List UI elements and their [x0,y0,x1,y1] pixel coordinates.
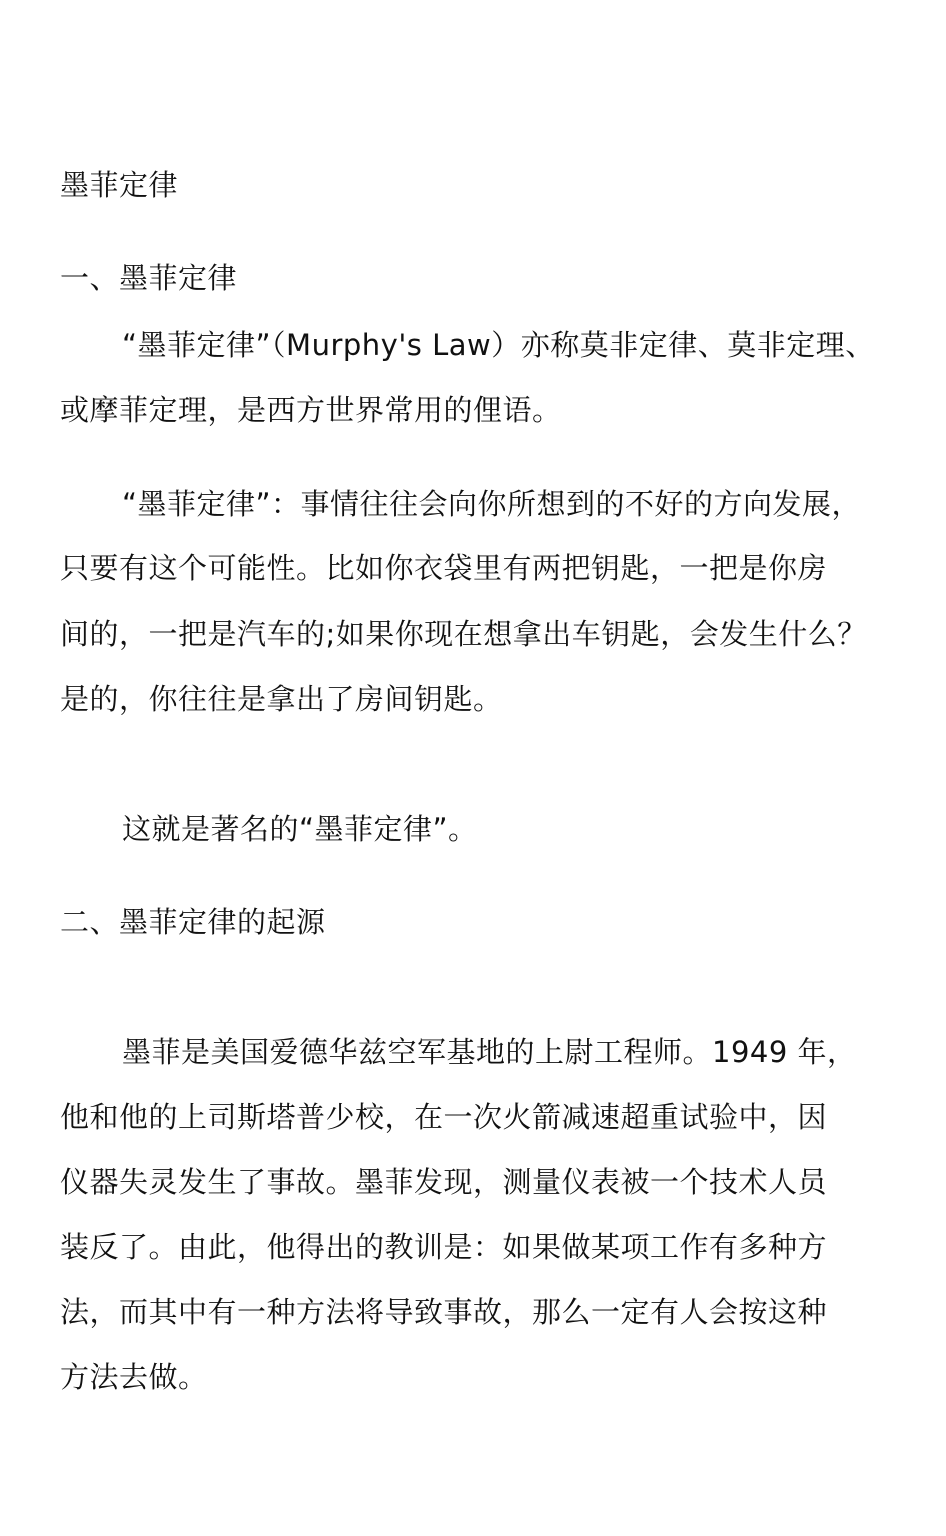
paragraph-line: 方法去做。 [60,1360,208,1394]
section-heading-2: 二、墨菲定律的起源 [60,905,326,939]
paragraph-line: 这就是著名的“墨菲定律”。 [122,812,478,846]
paragraph-line: 法，而其中有一种方法将导致事故，那么一定有人会按这种 [60,1295,828,1329]
paragraph-line: 他和他的上司斯塔普少校，在一次火箭减速超重试验中，因 [60,1100,828,1134]
paragraph-line: “墨菲定律”（Murphy's Law）亦称莫非定律、莫非定理、 [122,328,875,362]
paragraph-line: 或摩菲定理，是西方世界常用的俚语。 [60,393,562,427]
paragraph-line: 装反了。由此，他得出的教训是：如果做某项工作有多种方 [60,1230,828,1264]
section-heading-1: 一、墨菲定律 [60,261,238,295]
document-title: 墨菲定律 [60,168,179,202]
paragraph-line: 是的，你往往是拿出了房间钥匙。 [60,682,503,716]
paragraph-line: 仪器失灵发生了事故。墨菲发现，测量仪表被一个技术人员 [60,1165,828,1199]
paragraph-line: 只要有这个可能性。比如你衣袋里有两把钥匙，一把是你房 [60,551,828,585]
paragraph-line: 墨菲是美国爱德华兹空军基地的上尉工程师。1949 年， [122,1035,857,1069]
paragraph-line: “墨菲定律”：事情往往会向你所想到的不好的方向发展， [122,487,862,521]
paragraph-line: 间的，一把是汽车的;如果你现在想拿出车钥匙，会发生什么？ [60,617,867,651]
